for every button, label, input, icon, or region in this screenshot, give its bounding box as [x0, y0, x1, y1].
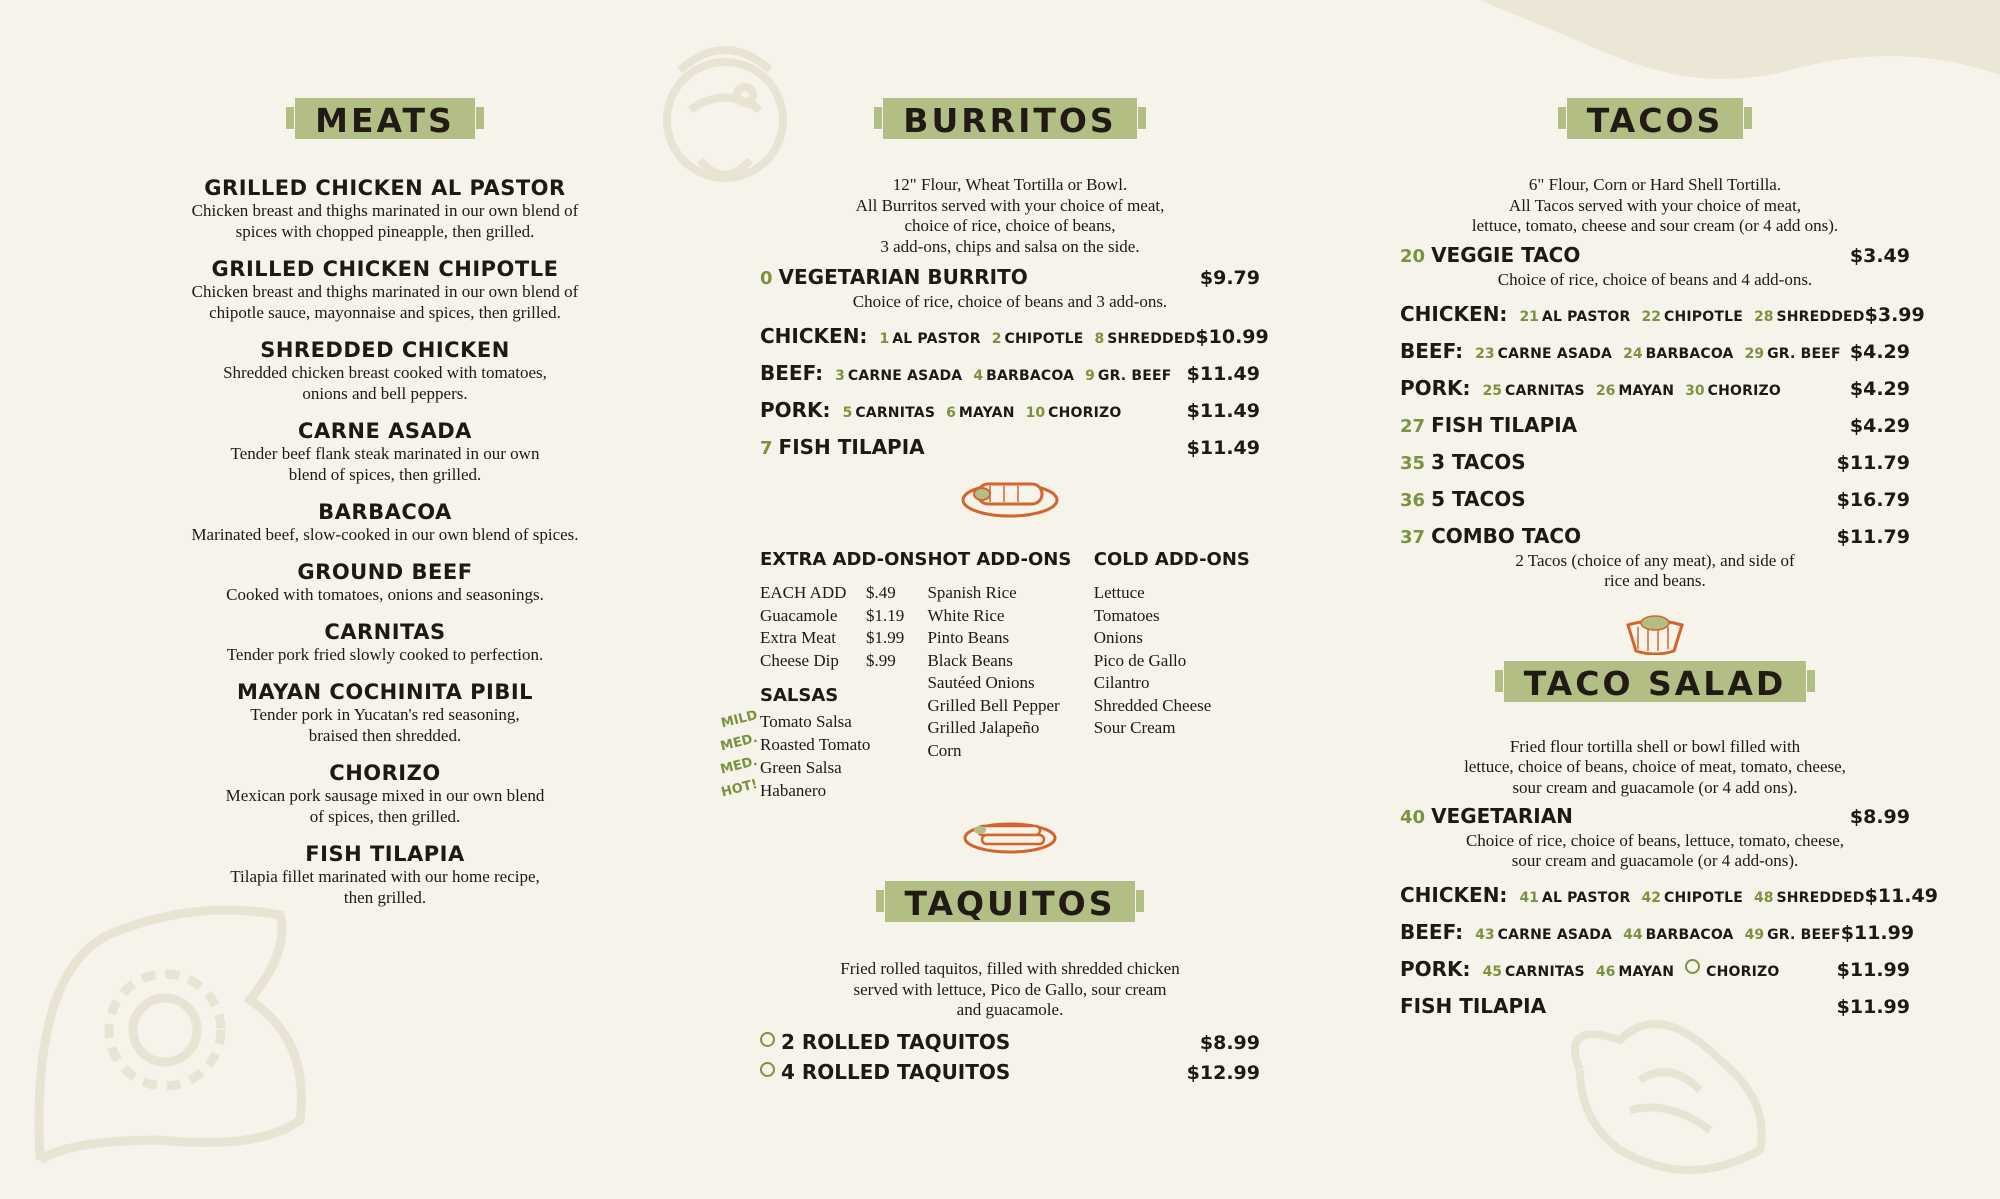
protein-label: PORK:: [760, 398, 831, 422]
item-name: 5 TACOS: [1431, 486, 1526, 511]
meat-description: Chicken breast and thighs marinated in our own blend of spices with chopped pineapple, then grilled.: [191, 201, 579, 241]
item-price: $11.79: [1836, 525, 1910, 548]
option-name: SHREDDED: [1776, 890, 1865, 906]
item-number: 37: [1400, 526, 1426, 548]
item-price: $4.29: [1849, 340, 1910, 363]
extra-addons-title: EXTRA ADD-ONS: [760, 549, 928, 570]
protein-label: PORK:: [1400, 375, 1471, 400]
option-number: 44: [1623, 927, 1643, 943]
option-number: 49: [1744, 927, 1765, 943]
taquito-plate-icon: [962, 814, 1058, 854]
taco-salad-intro: Fried flour tortilla shell or bowl filled with lettuce, choice of beans, choice of meat, tomato, cheese, sour cream and guacamole (or 4 add ons).: [1464, 736, 1846, 797]
taco-combo-row: [1400, 518, 1910, 555]
item-subtext: 2 Tacos (choice of any meat), and side of rice and beans.: [1515, 550, 1795, 590]
taco-veggie-row: [1400, 237, 1910, 274]
list-item: Tomatoes: [1093, 605, 1160, 625]
addon-price: $1.99: [866, 628, 905, 647]
tacos-title: TACOS: [1567, 98, 1744, 139]
meat-item: [130, 560, 640, 605]
item-number: 35: [1400, 452, 1426, 474]
option-number: 24: [1623, 345, 1643, 362]
salsa-name: Green Salsa: [760, 758, 842, 777]
salsas-title: SALSAS: [760, 685, 839, 706]
protein-label: PORK:: [1400, 957, 1471, 981]
option-number: 29: [1744, 345, 1765, 362]
option-number: 46: [1595, 964, 1616, 980]
list-item: Pinto Beans: [927, 628, 1010, 647]
addons-section: [718, 548, 1260, 802]
list-item: [760, 582, 927, 605]
item-name: COMBO TACO: [1431, 523, 1582, 548]
item-number: 27: [1400, 415, 1426, 437]
option-number: 2: [991, 331, 1002, 347]
option-name: CARNE ASADA: [847, 368, 963, 384]
burritos-title: BURRITOS: [883, 98, 1136, 139]
option-name: AL PASTOR: [1541, 890, 1631, 906]
list-item: White Rice: [927, 605, 1005, 625]
meat-name: SHREDDED CHICKEN: [260, 338, 510, 362]
option-number: 9: [1085, 368, 1095, 384]
tacos-intro: 6" Flour, Corn or Hard Shell Tortilla. All Tacos served with your choice of meat, lettuce, tomato, cheese and sour cream (or 4 add ons).: [1471, 175, 1839, 235]
taco-salad-title: TACO SALAD: [1504, 661, 1807, 702]
meat-item: [130, 419, 640, 485]
option-name: CARNE ASADA: [1497, 927, 1613, 943]
salad-vegetarian-row: [1400, 798, 1910, 835]
meat-name: FISH TILAPIA: [305, 842, 465, 866]
option-name: MAYAN: [958, 405, 1015, 421]
burrito-fish-row: [760, 429, 1260, 466]
meat-description: Shredded chicken breast cooked with tomatoes, onions and bell peppers.: [223, 363, 547, 403]
salsa-name: Roasted Tomato: [760, 735, 871, 754]
option-name: MAYAN: [1618, 382, 1675, 399]
option-name: CHIPOTLE: [1663, 890, 1743, 906]
bullet-icon: [760, 1032, 775, 1047]
taco-three-row: [1400, 444, 1910, 481]
meat-item: [130, 257, 640, 323]
hot-addons-column: [927, 548, 1093, 802]
burrito-vegetarian-row: [760, 259, 1260, 296]
option-name: CHIPOTLE: [1004, 331, 1084, 347]
list-item: Sour Cream: [1093, 718, 1176, 737]
bullet-icon: [760, 1062, 775, 1077]
heat-level: MILD: [719, 707, 760, 732]
meat-item: [130, 338, 640, 404]
meat-description: Tender pork fried slowly cooked to perfection.: [226, 645, 544, 664]
protein-label: CHICKEN:: [1400, 883, 1508, 907]
item-name: VEGETARIAN: [1431, 804, 1573, 828]
item-price: $10.99: [1195, 326, 1269, 348]
meats-column: [130, 0, 640, 923]
meat-item: [130, 620, 640, 665]
list-item: [719, 776, 927, 802]
option-name: CARNITAS: [855, 405, 936, 421]
aztec-fish-motif: [1575, 1024, 1762, 1170]
burritos-intro: 12" Flour, Wheat Tortilla or Bowl. All Burritos served with your choice of meat, choice of rice, choice of beans, 3 add-ons, chips and salsa on the side.: [855, 175, 1165, 256]
addon-price: $1.19: [866, 605, 905, 625]
option-number: 5: [842, 405, 853, 421]
item-subtext: Choice of rice, choice of beans and 4 add-ons.: [1497, 269, 1813, 289]
option-number: 21: [1519, 308, 1539, 325]
meat-name: GROUND BEEF: [297, 560, 473, 584]
meat-description: Tilapia fillet marinated with our home recipe, then grilled.: [230, 867, 540, 907]
salsa-name: Habanero: [760, 781, 827, 800]
meat-description: Mexican pork sausage mixed in our own blend of spices, then grilled.: [225, 786, 545, 826]
item-price: $4.29: [1849, 377, 1910, 400]
option-name: BARBACOA: [1645, 927, 1734, 943]
item-name: VEGGIE TACO: [1431, 242, 1581, 267]
meat-description: Marinated beef, slow-cooked in our own blend of spices.: [191, 525, 579, 544]
taco-five-row: [1400, 481, 1910, 518]
meat-name: GRILLED CHICKEN CHIPOTLE: [211, 257, 559, 281]
option-number: 1: [879, 331, 890, 347]
meat-name: GRILLED CHICKEN AL PASTOR: [204, 176, 566, 200]
addon-name: Guacamole: [760, 605, 838, 625]
heat-level: MED.: [718, 753, 760, 778]
taco-salad-bowl-icon: [1624, 611, 1686, 655]
protein-label: CHICKEN:: [760, 324, 868, 348]
item-name: FISH TILAPIA: [778, 435, 925, 459]
item-price: $12.99: [1186, 1061, 1260, 1084]
meat-item: [130, 842, 640, 908]
option-name: CHORIZO: [1048, 405, 1122, 421]
item-name: VEGETARIAN BURRITO: [778, 265, 1028, 289]
option-number: 45: [1482, 964, 1503, 980]
list-item: Grilled Jalapeño: [927, 718, 1040, 737]
item-price: $8.99: [1849, 806, 1910, 828]
item-number: 20: [1400, 245, 1426, 267]
list-item: [719, 707, 927, 733]
list-item: Sautéed Onions: [927, 673, 1035, 692]
taquito-row: [760, 1027, 1260, 1057]
list-item: Spanish Rice: [927, 583, 1017, 602]
option-number: 23: [1475, 345, 1495, 362]
salad-fish-row: [1400, 988, 1910, 1025]
option-number: 22: [1641, 308, 1661, 325]
list-item: [718, 730, 927, 756]
protein-label: BEEF:: [1400, 338, 1464, 363]
option-name: MAYAN: [1618, 964, 1675, 980]
item-price: $9.79: [1199, 267, 1260, 289]
option-number: 42: [1641, 890, 1661, 906]
option-number: 43: [1475, 927, 1495, 943]
cold-addons-title: COLD ADD-ONS: [1093, 549, 1250, 570]
taquito-row: [760, 1057, 1260, 1087]
meat-name: BARBACOA: [318, 500, 452, 524]
list-item: [760, 650, 927, 673]
option-name: AL PASTOR: [892, 331, 981, 347]
option-name: BARBACOA: [986, 368, 1075, 384]
option-name: CHORIZO: [1707, 382, 1781, 399]
item-number: 7: [760, 438, 773, 459]
list-item: Onions: [1093, 628, 1143, 647]
option-number: 48: [1753, 890, 1774, 906]
item-name: FISH TILAPIA: [1431, 412, 1578, 437]
item-price: $4.29: [1849, 414, 1910, 437]
taco-beef-row: [1400, 333, 1910, 370]
meat-item: [130, 500, 640, 545]
taco-chicken-row: [1400, 296, 1925, 333]
burrito-pork-row: [760, 392, 1260, 429]
item-price: $8.99: [1199, 1031, 1260, 1054]
salad-chicken-row: [1400, 877, 1938, 914]
list-item: [718, 753, 927, 779]
burrito-beef-row: [760, 355, 1260, 392]
list-item: Lettuce: [1093, 583, 1145, 602]
addon-name: Extra Meat: [760, 628, 836, 647]
item-number: 40: [1400, 807, 1426, 828]
item-number: 0: [760, 268, 773, 289]
protein-label: BEEF:: [1400, 920, 1464, 944]
list-item: Black Beans: [927, 650, 1013, 670]
list-item: [760, 605, 927, 628]
meat-item: [130, 680, 640, 746]
item-subtext: Choice of rice, choice of beans, lettuce, tomato, cheese, sour cream and guacamole (or 4 add-ons).: [1465, 831, 1845, 870]
option-name: CARNITAS: [1505, 964, 1585, 980]
option-name: AL PASTOR: [1541, 308, 1631, 325]
taquitos-intro: Fried rolled taquitos, filled with shredded chicken served with lettuce, Pico de Gallo, sour cream and guacamole.: [840, 959, 1180, 1019]
item-price: $11.49: [1186, 437, 1260, 459]
addon-name: EACH ADD: [760, 583, 847, 602]
option-number: 28: [1753, 308, 1774, 325]
heat-level: HOT!: [719, 776, 760, 801]
option-number: 10: [1025, 405, 1046, 421]
taco-pork-row: [1400, 370, 1910, 407]
meats-title: MEATS: [295, 98, 475, 139]
option-number: 41: [1519, 890, 1539, 906]
option-name: GR. BEEF: [1767, 927, 1841, 943]
meat-name: CARNE ASADA: [298, 419, 472, 443]
salsa-name: Tomato Salsa: [760, 712, 852, 731]
meat-description: Tender beef flank steak marinated in our own blend of spices, then grilled.: [230, 444, 540, 484]
meat-description: Chicken breast and thighs marinated in our own blend of chipotle sauce, mayonnaise and spices, then grilled.: [191, 282, 579, 322]
burrito-chicken-row: [760, 318, 1269, 355]
option-name: GR. BEEF: [1097, 368, 1172, 384]
salad-pork-row: [1400, 951, 1910, 988]
item-price: $3.49: [1849, 244, 1910, 267]
item-number: 36: [1400, 489, 1426, 511]
item-price: $11.49: [1186, 363, 1260, 385]
list-item: Corn: [927, 740, 962, 760]
addon-price: $.49: [866, 583, 896, 602]
meat-item: [130, 176, 640, 242]
addon-name: Cheese Dip: [760, 650, 839, 670]
item-name: 3 TACOS: [1431, 449, 1526, 474]
meat-name: MAYAN COCHINITA PIBIL: [236, 680, 534, 704]
meat-name: CARNITAS: [324, 620, 446, 644]
item-price: $11.99: [1840, 922, 1915, 944]
option-name: BARBACOA: [1645, 345, 1734, 362]
option-name: CARNE ASADA: [1497, 345, 1613, 362]
list-item: Grilled Bell Pepper: [927, 695, 1060, 715]
protein-label: BEEF:: [760, 361, 824, 385]
meat-item: [130, 761, 640, 827]
hot-addons-title: HOT ADD-ONS: [927, 549, 1072, 570]
item-price: $11.49: [1186, 400, 1260, 422]
option-number: 26: [1595, 382, 1616, 399]
option-number: 30: [1685, 382, 1705, 399]
meat-description: Tender pork in Yucatan's red seasoning, braised then shredded.: [250, 705, 520, 745]
taco-fish-row: [1400, 407, 1910, 444]
bullet-icon: [1685, 959, 1700, 974]
extra-addons-column: [718, 548, 928, 802]
option-name: GR. BEEF: [1767, 345, 1841, 362]
option-name: SHREDDED: [1107, 331, 1196, 347]
option-number: 3: [835, 368, 845, 384]
item-subtext: Choice of rice, choice of beans and 3 add-ons.: [852, 292, 1168, 311]
option-number: 6: [946, 405, 956, 421]
cold-addons-column: [1094, 548, 1260, 802]
aztec-serpent-motif: [39, 910, 301, 1160]
list-item: Pico de Gallo: [1093, 650, 1187, 670]
item-price: $16.79: [1836, 488, 1910, 511]
meat-description: Cooked with tomatoes, onions and seasonings.: [226, 585, 544, 604]
tacos-column: [1400, 0, 1938, 1025]
option-number: 8: [1094, 331, 1105, 347]
option-name: SHREDDED: [1776, 308, 1865, 325]
salad-beef-row: [1400, 914, 1915, 951]
option-number: 4: [973, 368, 984, 384]
item-price: $11.79: [1836, 451, 1910, 474]
item-name: FISH TILAPIA: [1400, 994, 1547, 1018]
item-price: $11.99: [1836, 996, 1910, 1018]
item-price: $3.99: [1864, 303, 1925, 326]
protein-label: CHICKEN:: [1400, 301, 1508, 326]
option-number: 25: [1482, 382, 1503, 399]
item-name: 4 ROLLED TAQUITOS: [781, 1059, 1011, 1084]
list-item: Shredded Cheese: [1093, 695, 1212, 715]
option-name: CARNITAS: [1505, 382, 1585, 399]
option-name: CHIPOTLE: [1663, 308, 1743, 325]
addon-price: $.99: [866, 650, 896, 670]
option-name: CHORIZO: [1706, 964, 1780, 980]
item-price: $11.49: [1864, 885, 1938, 907]
burritos-column: [718, 0, 1269, 1087]
item-price: $11.99: [1836, 959, 1910, 981]
taquitos-title: TAQUITOS: [885, 881, 1136, 922]
list-item: Cilantro: [1093, 673, 1150, 692]
list-item: [760, 627, 927, 650]
meat-name: CHORIZO: [329, 761, 441, 785]
item-name: 2 ROLLED TAQUITOS: [781, 1029, 1011, 1054]
burrito-plate-icon: [960, 472, 1060, 518]
heat-level: MED.: [718, 730, 760, 755]
